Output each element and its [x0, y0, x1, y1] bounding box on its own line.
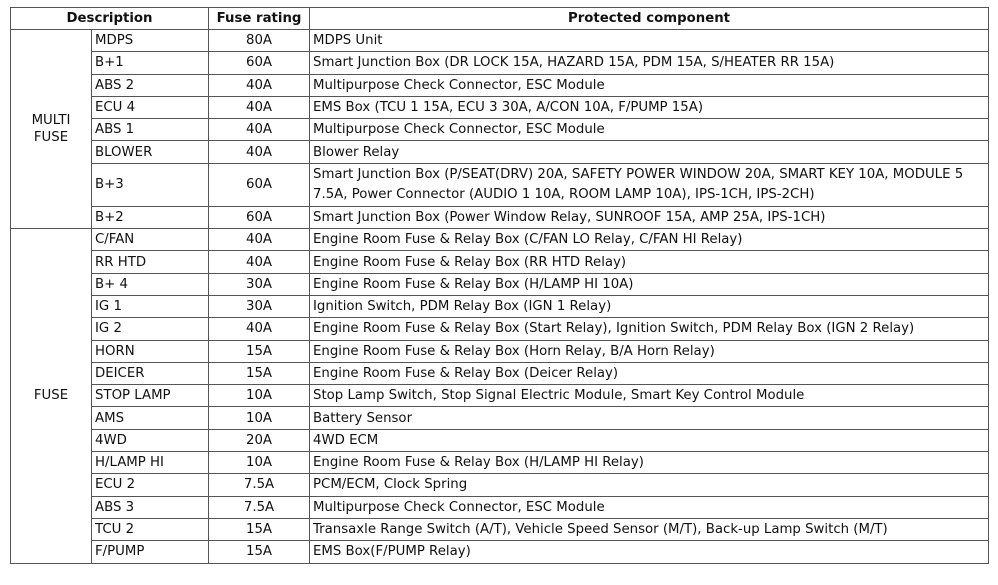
protected-component: Engine Room Fuse & Relay Box (C/FAN LO Relay, C/FAN HI Relay)	[310, 229, 989, 251]
fuse-name: RR HTD	[92, 251, 209, 273]
fuse-rating: 40A	[209, 229, 310, 251]
protected-component: PCM/ECM, Clock Spring	[310, 474, 989, 496]
fuse-name: MDPS	[92, 30, 209, 52]
table-row	[11, 474, 989, 496]
fuse-rating: 15A	[209, 340, 310, 362]
table-row	[11, 96, 989, 118]
table-row	[11, 141, 989, 163]
fuse-name: B+1	[92, 52, 209, 74]
fuse-rating: 10A	[209, 452, 310, 474]
fuse-rating: 15A	[209, 362, 310, 384]
protected-component: Smart Junction Box (Power Window Relay, SUNROOF 15A, AMP 25A, IPS-1CH)	[310, 206, 989, 228]
fuse-name: B+ 4	[92, 273, 209, 295]
fuse-rating: 30A	[209, 273, 310, 295]
fuse-name: ECU 4	[92, 96, 209, 118]
table-row	[11, 119, 989, 141]
fuse-rating: 40A	[209, 74, 310, 96]
protected-component: Battery Sensor	[310, 407, 989, 429]
fuse-rating: 10A	[209, 407, 310, 429]
group-label-line1: MULTI	[31, 113, 71, 129]
fuse-rating: 80A	[209, 30, 310, 52]
table-row	[11, 74, 989, 96]
protected-component: EMS Box(F/PUMP Relay)	[310, 541, 989, 563]
table-row	[11, 407, 989, 429]
header-protected-component: Protected component	[310, 8, 989, 30]
fuse-rating: 15A	[209, 518, 310, 540]
table-row	[11, 318, 989, 340]
fuse-name: H/LAMP HI	[92, 452, 209, 474]
fuse-name: C/FAN	[92, 229, 209, 251]
fuse-rating: 7.5A	[209, 496, 310, 518]
table-row	[11, 206, 989, 228]
fuse-name: BLOWER	[92, 141, 209, 163]
fuse-name: DEICER	[92, 362, 209, 384]
fuse-rating: 60A	[209, 206, 310, 228]
protected-component: Smart Junction Box (P/SEAT(DRV) 20A, SAFETY POWER WINDOW 20A, SMART KEY 10A, MODULE 5 7.5A, Power Connector (AUDIO 1 10A, ROOM LAMP 10A), IPS-1CH, IPS-2CH)	[310, 163, 989, 206]
protected-component: Engine Room Fuse & Relay Box (RR HTD Relay)	[310, 251, 989, 273]
group-label-line1: FUSE	[33, 388, 69, 404]
header-description: Description	[11, 8, 209, 30]
fuse-name: HORN	[92, 340, 209, 362]
table-row	[11, 518, 989, 540]
fuse-rating: 60A	[209, 52, 310, 74]
fuse-rating: 15A	[209, 541, 310, 563]
table-body	[11, 30, 989, 564]
protected-component: Transaxle Range Switch (A/T), Vehicle Speed Sensor (M/T), Back-up Lamp Switch (M/T)	[310, 518, 989, 540]
fuse-name: IG 1	[92, 295, 209, 317]
fuse-name: F/PUMP	[92, 541, 209, 563]
protected-component: Multipurpose Check Connector, ESC Module	[310, 496, 989, 518]
group-label-line2: FUSE	[33, 130, 69, 146]
table-row	[11, 429, 989, 451]
table-row	[11, 251, 989, 273]
fuse-rating: 30A	[209, 295, 310, 317]
fuse-name: IG 2	[92, 318, 209, 340]
protected-component: Multipurpose Check Connector, ESC Module	[310, 119, 989, 141]
header-row	[11, 8, 989, 30]
fuse-rating: 7.5A	[209, 474, 310, 496]
table-row	[11, 452, 989, 474]
protected-component: 4WD ECM	[310, 429, 989, 451]
protected-component: MDPS Unit	[310, 30, 989, 52]
protected-component: Blower Relay	[310, 141, 989, 163]
table-row	[11, 340, 989, 362]
group-label	[11, 30, 92, 229]
protected-component: Engine Room Fuse & Relay Box (Deicer Relay)	[310, 362, 989, 384]
fuse-table	[10, 7, 989, 564]
protected-component: Engine Room Fuse & Relay Box (Horn Relay, B/A Horn Relay)	[310, 340, 989, 362]
fuse-rating: 40A	[209, 119, 310, 141]
fuse-rating: 40A	[209, 141, 310, 163]
fuse-rating: 10A	[209, 385, 310, 407]
table-row	[11, 362, 989, 384]
fuse-rating: 60A	[209, 163, 310, 206]
protected-component: Smart Junction Box (DR LOCK 15A, HAZARD 15A, PDM 15A, S/HEATER RR 15A)	[310, 52, 989, 74]
table-row	[11, 273, 989, 295]
fuse-name: B+2	[92, 206, 209, 228]
fuse-name: 4WD	[92, 429, 209, 451]
table-row	[11, 163, 989, 206]
table-row	[11, 52, 989, 74]
fuse-name: TCU 2	[92, 518, 209, 540]
protected-component: Engine Room Fuse & Relay Box (Start Relay), Ignition Switch, PDM Relay Box (IGN 2 Relay)	[310, 318, 989, 340]
group-label	[11, 229, 92, 563]
fuse-name: ABS 1	[92, 119, 209, 141]
fuse-rating: 40A	[209, 251, 310, 273]
fuse-name: AMS	[92, 407, 209, 429]
table-row	[11, 295, 989, 317]
protected-component: EMS Box (TCU 1 15A, ECU 3 30A, A/CON 10A, F/PUMP 15A)	[310, 96, 989, 118]
fuse-name: STOP LAMP	[92, 385, 209, 407]
fuse-rating: 40A	[209, 96, 310, 118]
protected-component: Multipurpose Check Connector, ESC Module	[310, 74, 989, 96]
protected-component: Stop Lamp Switch, Stop Signal Electric Module, Smart Key Control Module	[310, 385, 989, 407]
fuse-name: B+3	[92, 163, 209, 206]
table-row	[11, 496, 989, 518]
fuse-name: ABS 3	[92, 496, 209, 518]
table-row	[11, 30, 989, 52]
fuse-rating: 40A	[209, 318, 310, 340]
protected-component: Ignition Switch, PDM Relay Box (IGN 1 Relay)	[310, 295, 989, 317]
table-row	[11, 541, 989, 563]
fuse-name: ABS 2	[92, 74, 209, 96]
fuse-name: ECU 2	[92, 474, 209, 496]
table-row	[11, 229, 989, 251]
protected-component: Engine Room Fuse & Relay Box (H/LAMP HI Relay)	[310, 452, 989, 474]
fuse-rating: 20A	[209, 429, 310, 451]
protected-component: Engine Room Fuse & Relay Box (H/LAMP HI 10A)	[310, 273, 989, 295]
header-fuse-rating: Fuse rating	[209, 8, 310, 30]
table-row	[11, 385, 989, 407]
